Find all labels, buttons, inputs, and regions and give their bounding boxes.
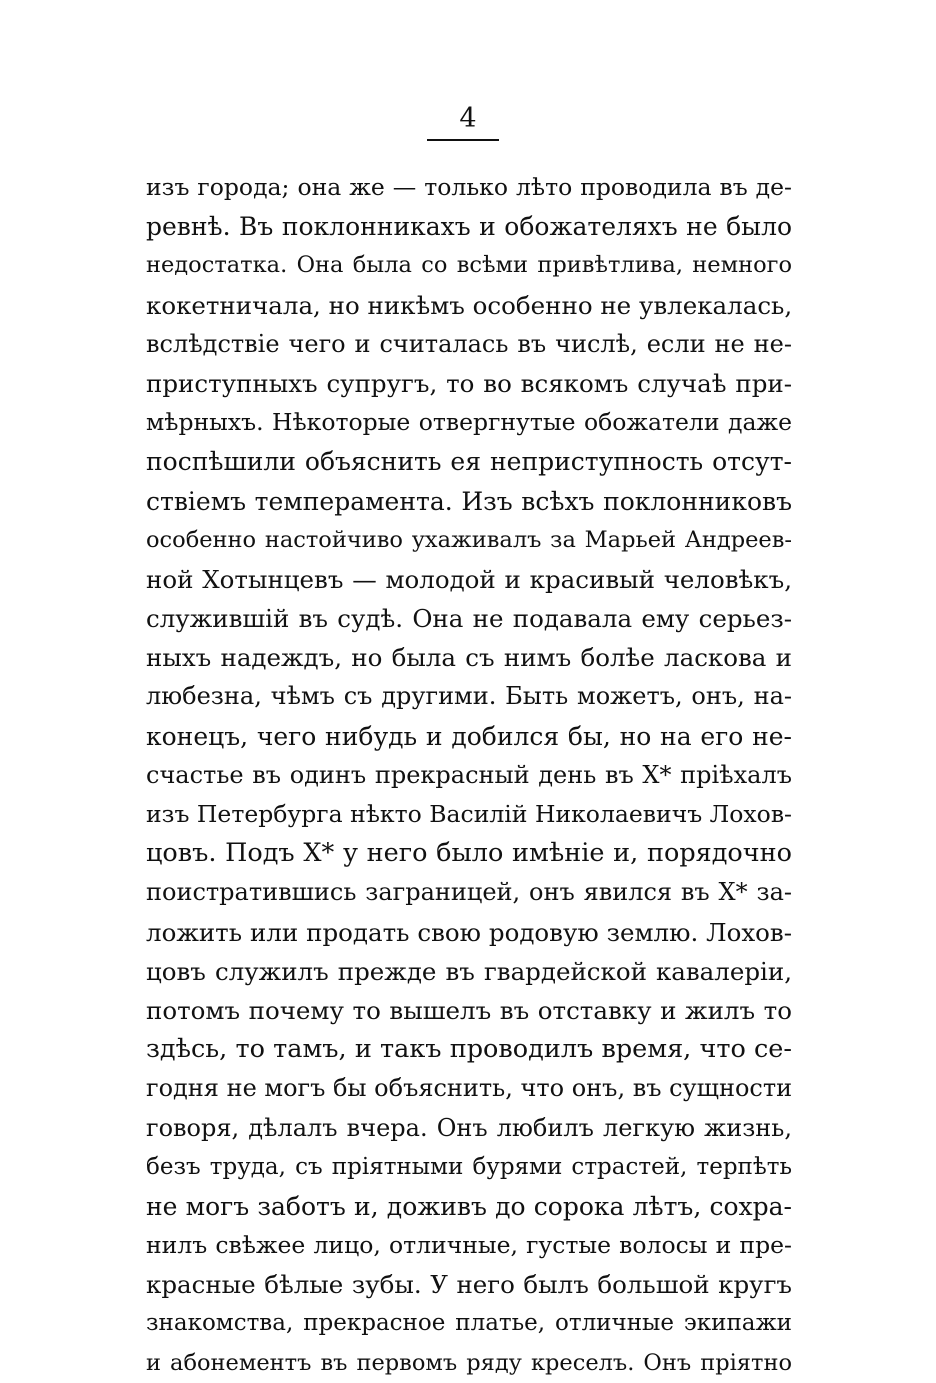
body-text — [146, 168, 792, 1383]
text-line: цовъ служилъ прежде въ гвардейской кавалеріи, — [146, 956, 792, 986]
text-line: приступныхъ супругъ, то во всякомъ случаѣ при- — [146, 368, 792, 398]
text-line: знакомства, прекрасное платье, отличные экипажи — [146, 1310, 792, 1337]
text-line: говоря, дѣлалъ вчера. Онъ любилъ легкую жизнь, — [146, 1113, 792, 1142]
text-line: служившій въ судѣ. Она не подавала ему серьез- — [146, 604, 792, 634]
text-line: изъ Петербурга нѣкто Василій Николаевичъ Лохов- — [146, 800, 792, 828]
text-line: годня не могъ бы объяснить, что онъ, въ сущности — [146, 1074, 792, 1103]
text-line: вслѣдствіе чего и считалась въ числѣ, если не не- — [146, 329, 792, 358]
text-line: цовъ. Подъ Х* у него было имѣніе и, порядочно — [146, 838, 792, 869]
header-rule — [427, 139, 499, 141]
text-line: кокетничала, но никѣмъ особенно не увлекалась, — [146, 290, 792, 320]
text-line: поспѣшили объяснить ея неприступность отсут- — [146, 447, 792, 477]
text-line: мѣрныхъ. Нѣкоторые отвергнутые обожатели даже — [146, 408, 792, 437]
text-line: здѣсь, то тамъ, и такъ проводилъ время, что се- — [146, 1034, 792, 1065]
text-line: безъ труда, съ пріятными бурями страстей, терпѣть — [146, 1153, 792, 1180]
text-line: ной Хотынцевъ — молодой и красивый человѣкъ, — [146, 564, 792, 594]
text-line: нилъ свѣжее лицо, отличные, густые волосы и пре- — [146, 1231, 792, 1260]
text-line: потомъ почему то вышелъ въ отставку и жилъ то — [146, 995, 792, 1025]
page-number: 4 — [459, 103, 477, 134]
text-line: изъ города; она же — только лѣто проводила въ де- — [146, 173, 792, 201]
text-line: недостатка. Она была со всѣми привѣтлива, немного — [146, 252, 792, 279]
text-line: ревнѣ. Въ поклонникахъ и обожателяхъ не было — [146, 212, 792, 242]
text-line: конецъ, чего нибудь и добился бы, но на его не- — [146, 721, 792, 751]
text-line: особенно настойчиво ухаживалъ за Марьей Андреев- — [146, 526, 792, 553]
text-line: счастье въ одинъ прекрасный день въ Х* пріѣхалъ — [146, 760, 792, 789]
text-line: ложить или продать свою родовую землю. Лохов- — [146, 917, 792, 947]
text-line: поистратившись заграницей, онъ явился въ Х* за- — [146, 878, 792, 907]
text-line: не могъ заботъ и, доживъ до сорока лѣтъ, сохра- — [146, 1191, 792, 1221]
text-line: ствіемъ темперамента. Изъ всѣхъ поклонниковъ — [146, 486, 792, 516]
text-line: красные бѣлые зубы. У него былъ большой кругъ — [146, 1270, 792, 1300]
text-line: и абонементъ въ первомъ ряду креселъ. Онъ пріятно — [146, 1349, 792, 1376]
text-line: любезна, чѣмъ съ другими. Быть можетъ, онъ, на- — [146, 682, 792, 711]
text-line: ныхъ надеждъ, но была съ нимъ болѣе ласкова и — [146, 643, 792, 673]
